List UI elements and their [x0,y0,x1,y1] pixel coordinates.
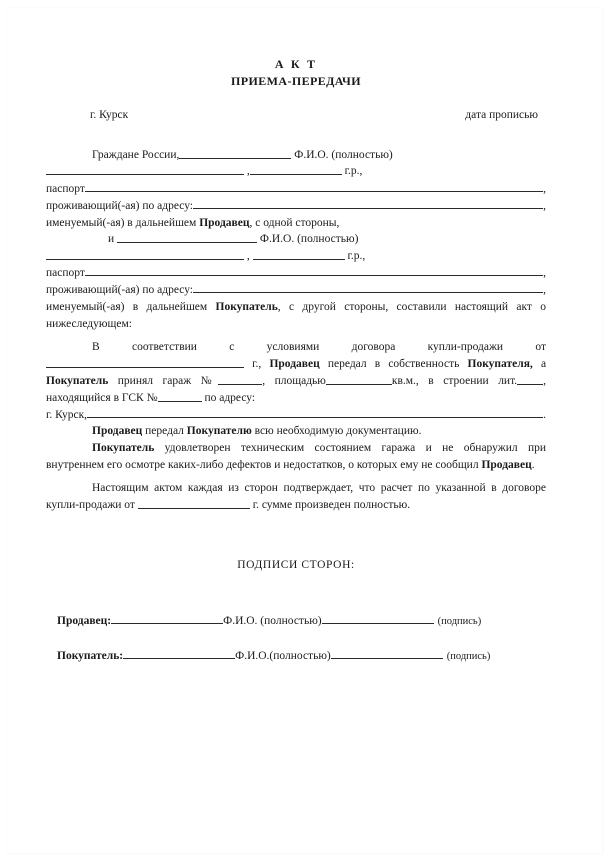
passport-label: паспорт [46,267,85,280]
conjunction: а [540,358,547,371]
buyer-designation-paragraph [46,299,546,332]
seller-passport-line [46,180,546,197]
document-body [46,147,546,514]
comma: , [262,374,266,387]
seller-birth-hint: г.р., [344,165,363,178]
buyer-role-dative: Покупателю [186,425,252,438]
signature-row-seller [46,613,546,628]
documentation-text: всю необходимую документацию. [254,425,422,438]
buyer-role: Покупатель [92,442,155,455]
payment-paragraph [46,480,546,513]
residence-label: проживающий(-ая) по адресу: [46,284,193,297]
transfer-verb: передал в собственность [327,358,460,371]
contract-intro: В соответствии с условиями договора купли-продажи от [92,341,546,354]
citizens-label: Граждане России, [92,148,180,161]
named-suffix: , с одной стороны, [249,216,340,229]
comma: , [543,182,546,195]
seller-birth-blank[interactable] [250,164,342,176]
signatures-list [46,613,546,662]
buyer-passport-blank[interactable] [85,265,543,277]
seller-identity-line: Граждане России, Ф.И.О. (полностью) , г.р., [46,147,546,180]
document-title: А К Т [274,57,318,71]
signature-buyer-fio-hint: Ф.И.О.(полностью) [235,649,331,662]
building-letter-blank[interactable] [517,373,543,385]
signature-seller-name-blank[interactable] [111,613,223,625]
address-label: по адресу: [204,391,256,404]
document-title-block [46,56,546,91]
seller-role: Продавец [481,458,532,471]
seller-fio-hint: Ф.И.О. (полностью) [294,148,393,161]
document-subtitle: ПРИЕМА-ПЕРЕДАЧИ [231,74,361,89]
signature-buyer-sign-blank[interactable] [331,647,443,659]
seller-name-blank[interactable] [179,147,291,159]
seller-fio-blank[interactable] [46,164,244,176]
accept-verb: принял гараж № [117,374,219,387]
buyer-fio-hint: Ф.И.О. (полностью) [259,233,359,246]
buyer-address-line [46,282,546,299]
named-suffix: , с другой стороны, составили настоящий акт о нижеследующем: [46,301,546,330]
garage-area-blank[interactable] [326,373,392,385]
payment-text-b: г. сумме произведен полностью. [252,499,411,512]
seller-role: Продавец [199,216,250,229]
signature-label-buyer: Покупатель: [57,649,124,662]
buyer-birth-hint: г.р., [347,249,366,262]
signature-seller-note: (подпись) [437,616,482,628]
city-date-row [46,109,546,121]
transfer-clause-paragraph [46,339,546,406]
garage-address-line [46,406,546,423]
date-placeholder: дата прописью [465,108,538,121]
comma: , [543,267,546,280]
buyer-name-blank[interactable] [117,232,257,244]
condition-text: удовлетворен техническим состоянием гаража и не обнаружил при внутреннем его осмотре каких-либо дефектов и недостатков, о которых ему не сообщил [46,442,546,471]
buyer-role-genitive: Покупателя, [467,358,533,371]
signature-buyer-note: (подпись) [446,650,491,662]
payment-text-a: Настоящим актом каждая из сторон подтверждает, что расчет по указанной в договоре купли-продажи от [46,482,546,512]
passport-label: паспорт [46,182,85,195]
garage-address-blank[interactable] [87,406,543,418]
garage-number-blank[interactable] [218,373,262,385]
handed-verb: передал [145,425,184,438]
signatures-heading: ПОДПИСИ СТОРОН: [237,558,355,571]
signature-row-buyer [46,647,546,662]
seller-role: Продавец [92,425,143,438]
document-page [7,8,602,853]
named-prefix: именуемый(-ая) в дальнейшем [46,301,208,314]
seller-designation-line [46,215,546,232]
period: . [531,458,535,471]
seller-address-line [46,197,546,214]
contract-date-blank[interactable] [46,357,244,369]
and-conjunction: и [108,233,115,246]
buyer-passport-line [46,265,546,282]
signature-seller-sign-blank[interactable] [322,613,434,625]
payment-contract-date-blank[interactable] [138,498,250,510]
buyer-birth-blank[interactable] [253,248,345,260]
buyer-identity-line: и Ф.И.О. (полностью) , г.р., [46,231,546,264]
comma: , [543,284,546,297]
buyer-role: Покупатель [46,374,109,387]
signature-label-seller: Продавец: [57,615,112,628]
document-content [46,56,546,682]
buyer-role: Покупатель [215,301,278,314]
seller-passport-blank[interactable] [85,180,543,192]
area-label: площадью [274,374,326,387]
gsk-label: , находящийся в ГСК № [46,374,546,404]
signature-seller-fio-hint: Ф.И.О. (полностью) [223,615,322,628]
period: . [543,408,546,421]
buyer-address-blank[interactable] [193,282,543,294]
garage-city: г. Курск, [46,408,88,421]
buyer-fio-blank[interactable] [46,248,244,260]
year-marker: г., [252,358,262,371]
seller-address-blank[interactable] [193,197,543,209]
city-label: г. Курск [90,108,129,121]
condition-paragraph [46,440,546,473]
gsk-number-blank[interactable] [158,390,202,402]
comma: , [543,199,546,212]
area-units: кв.м., в строении лит. [391,374,518,387]
residence-label: проживающий(-ая) по адресу: [46,199,193,212]
seller-role: Продавец [269,358,320,371]
documentation-paragraph [46,423,546,440]
signature-buyer-name-blank[interactable] [123,647,235,659]
named-prefix: именуемый(-ая) в дальнейшем [46,216,197,229]
